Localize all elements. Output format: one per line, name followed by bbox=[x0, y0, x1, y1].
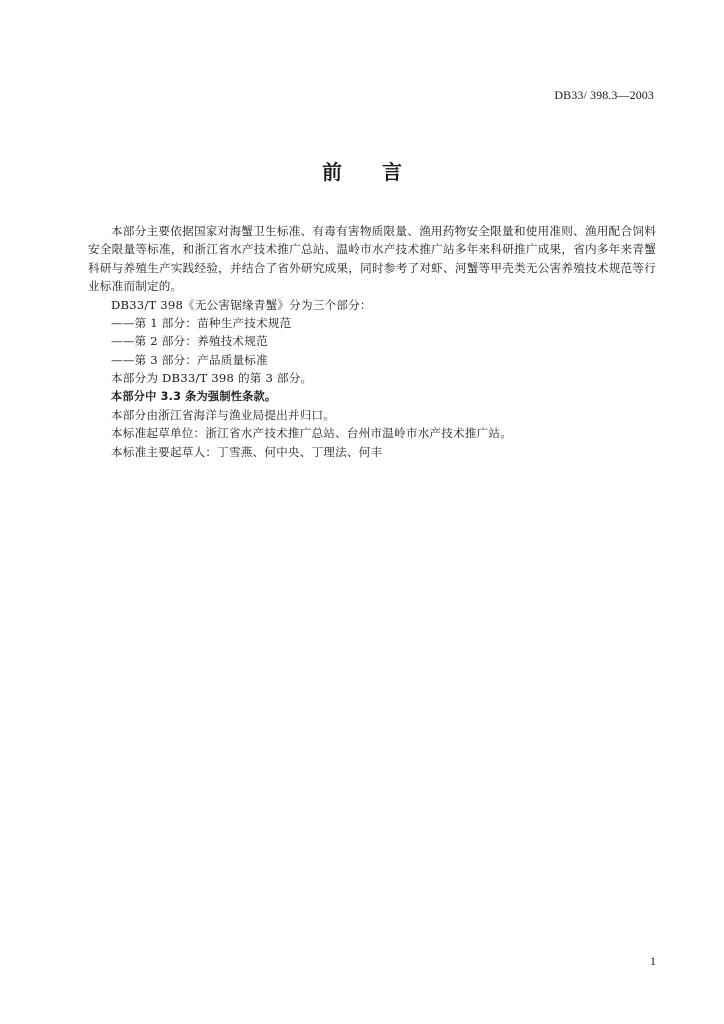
paragraph-this-part: 本部分为 DB33/T 398 的第 3 部分。 bbox=[111, 371, 313, 386]
list-item-part-2: ——第 2 部分：养殖技术规范 bbox=[111, 334, 268, 349]
page-title: 前言 bbox=[322, 160, 442, 184]
paragraph-mandatory-clause: 本部分中 3.3 条为强制性条款。 bbox=[111, 389, 277, 403]
paragraph-proposer: 本部分由浙江省海洋与渔业局提出并归口。 bbox=[111, 408, 336, 423]
page-number: 1 bbox=[650, 954, 656, 968]
list-item-part-1: ——第 1 部分：苗种生产技术规范 bbox=[111, 316, 292, 331]
paragraph-drafters: 本标准主要起草人：丁雪燕、何中央、丁理法、何丰 bbox=[111, 444, 383, 459]
list-item-part-3: ——第 3 部分：产品质量标准 bbox=[111, 352, 268, 367]
paragraph-parts-intro: DB33/T 398《无公害锯缘青蟹》分为三个部分： bbox=[111, 297, 372, 312]
document-code: DB33/ 398.3—2003 bbox=[554, 88, 654, 102]
paragraph-basis: 本部分主要依据国家对海蟹卫生标准、有毒有害物质限量、渔用药物安全限量和使用准则、渔用配合饲料安全限量等标准，和浙江省水产技术推广总站、温岭市水产技术推广站多年来科研推广成果，省内多年来青蟹科研与养殖生产实践经验，并结合了省外研究成果，同时参考了对虾、河蟹等甲壳类无公害养殖技术规范等行业标准而制定的。 bbox=[88, 224, 656, 294]
foreword-body bbox=[88, 222, 656, 461]
paragraph-drafting-units: 本标准起草单位：浙江省水产技术推广总站、台州市温岭市水产技术推广站。 bbox=[111, 426, 512, 441]
